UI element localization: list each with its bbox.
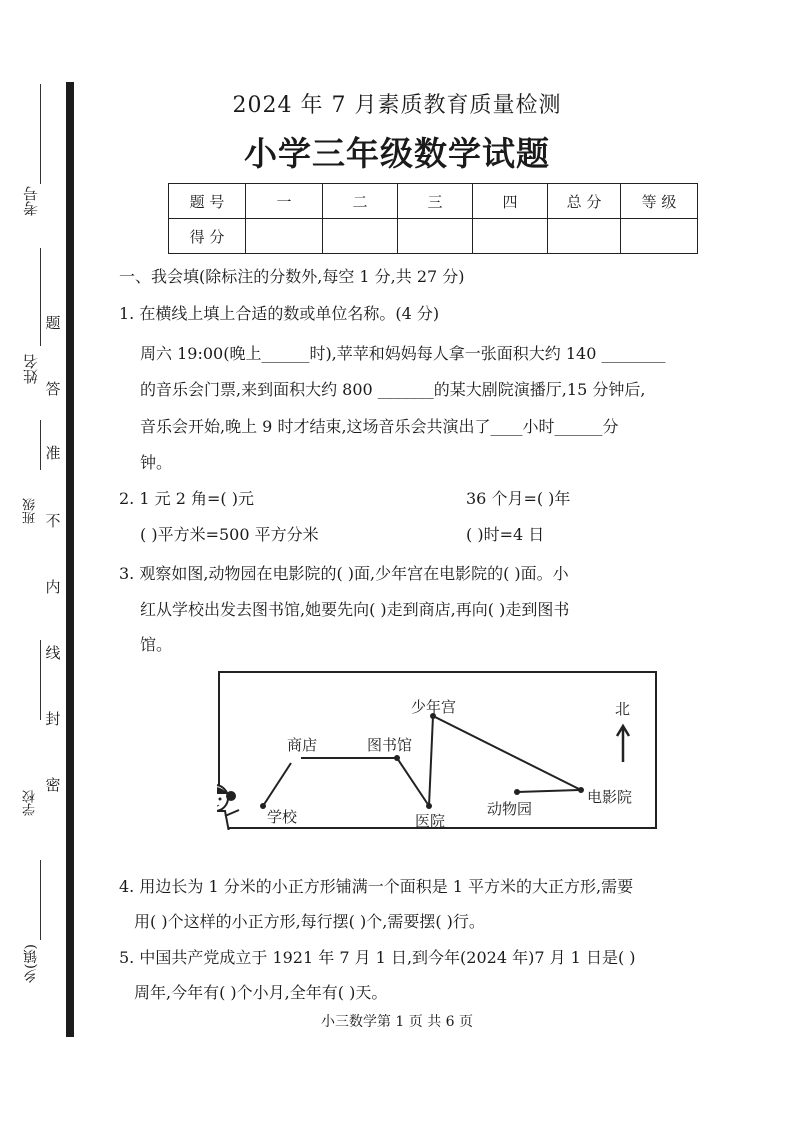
score-cell-1[interactable]: [246, 219, 323, 254]
xingming-line: [40, 248, 41, 346]
xuexiao-label: 学校: [23, 790, 38, 816]
seal-char-5: 内: [45, 578, 61, 596]
map-figure: [217, 670, 658, 830]
banji-line: [40, 420, 41, 470]
header-cell-2: 二: [323, 184, 398, 219]
q2-part-a[interactable]: 2. 1 元 2 角=( )元: [119, 489, 254, 508]
north-arrow-icon: [617, 726, 629, 762]
map-label-zoo: 动物园: [487, 800, 533, 818]
route-zoo-to-cinema: [517, 790, 579, 792]
seal-char-1: 题: [45, 314, 61, 332]
route-school-to-shop: [263, 763, 291, 806]
header-cell-4: 四: [473, 184, 548, 219]
header-cell-tihao: 题 号: [169, 184, 246, 219]
school-dot: [260, 803, 266, 809]
exam-title: 2024 年 7 月素质教育质量检测: [232, 93, 562, 118]
q1-stem: 1. 在横线上填上合适的数或单位名称。(4 分): [119, 304, 440, 323]
score-table: [168, 183, 698, 254]
binding-bar: [66, 82, 74, 1037]
girl-figure-icon: [217, 785, 239, 830]
q1-line4: 钟。: [140, 453, 173, 472]
map-label-school: 学校: [267, 808, 298, 826]
header-cell-grade: 等 级: [621, 184, 698, 219]
header-cell-total: 总 分: [548, 184, 621, 219]
cinema-dot: [578, 787, 584, 793]
q3-line3: 馆。: [140, 635, 173, 654]
map-label-library: 图书馆: [367, 736, 413, 754]
library-dot: [394, 755, 400, 761]
map-label-hospital: 医院: [415, 812, 446, 830]
seal-char-3: 准: [45, 444, 61, 462]
xiangzhen-label: 乡(镇): [23, 944, 39, 983]
q2-part-b[interactable]: 36 个月=( )年: [466, 489, 571, 508]
map-label-cinema: 电影院: [587, 788, 633, 806]
row-label-defen: 得 分: [169, 219, 246, 254]
map-label-youth-palace: 少年宫: [411, 698, 457, 716]
score-table-score-row: [169, 219, 698, 254]
page-footer: 小三数学第 1 页 共 6 页: [320, 1014, 474, 1030]
header-cell-1: 一: [246, 184, 323, 219]
q4-line2[interactable]: 用( )个这样的小正方形,每行摆( )个,需要摆( )行。: [134, 912, 485, 931]
q5-line1[interactable]: 5. 中国共产党成立于 1921 年 7 月 1 日,到今年(2024 年)7 月 1 日是( ): [119, 948, 636, 967]
score-cell-3[interactable]: [398, 219, 473, 254]
q2-part-d[interactable]: ( )时=4 日: [466, 525, 545, 544]
zoo-dot: [514, 789, 520, 795]
map-label-shop: 商店: [287, 736, 318, 754]
subject-title: 小学三年级数学试题: [244, 134, 550, 173]
xuexiao-line: [40, 640, 41, 720]
seal-char-2: 答: [45, 380, 61, 398]
section-heading: 一、我会填(除标注的分数外,每空 1 分,共 27 分): [119, 267, 465, 286]
map-label-north: 北: [615, 700, 631, 718]
q3-line2[interactable]: 红从学校出发去图书馆,她要先向( )走到商店,再向( )走到图书: [140, 600, 570, 619]
q4-line1: 4. 用边长为 1 分米的小正方形铺满一个面积是 1 平方米的大正方形,需要: [119, 877, 634, 896]
seal-char-8: 密: [45, 776, 61, 794]
route-hospital-to-youth-palace: [429, 716, 581, 806]
seal-char-4: 不: [45, 512, 61, 530]
kaohao-label: 考号: [22, 186, 40, 216]
q1-line1[interactable]: 周六 19:00(晚上______时),苹苹和妈妈每人拿一张面积大约 140 ________: [140, 344, 666, 363]
route-shop-to-library: [301, 758, 429, 806]
score-cell-2[interactable]: [323, 219, 398, 254]
q5-line2[interactable]: 周年,今年有( )个小月,全年有( )天。: [134, 983, 388, 1002]
q1-line2[interactable]: 的音乐会门票,来到面积大约 800 _______的某大剧院演播厅,15 分钟后,: [140, 380, 646, 399]
header-cell-3: 三: [398, 184, 473, 219]
xiangzhen-line: [40, 860, 41, 940]
score-cell-total[interactable]: [548, 219, 621, 254]
hospital-dot: [426, 803, 432, 809]
q3-line1[interactable]: 3. 观察如图,动物园在电影院的( )面,少年宫在电影院的( )面。小: [119, 564, 569, 583]
score-cell-4[interactable]: [473, 219, 548, 254]
score-table-header-row: [169, 184, 698, 219]
seal-char-6: 线: [45, 644, 61, 662]
q1-line3[interactable]: 音乐会开始,晚上 9 时才结束,这场音乐会共演出了____小时______分: [140, 417, 619, 436]
score-cell-grade[interactable]: [621, 219, 698, 254]
xingming-label: 姓名: [22, 354, 40, 384]
q2-part-c[interactable]: ( )平方米=500 平方分米: [140, 525, 319, 544]
banji-label: 班级: [23, 498, 38, 524]
seal-char-7: 封: [45, 710, 61, 728]
